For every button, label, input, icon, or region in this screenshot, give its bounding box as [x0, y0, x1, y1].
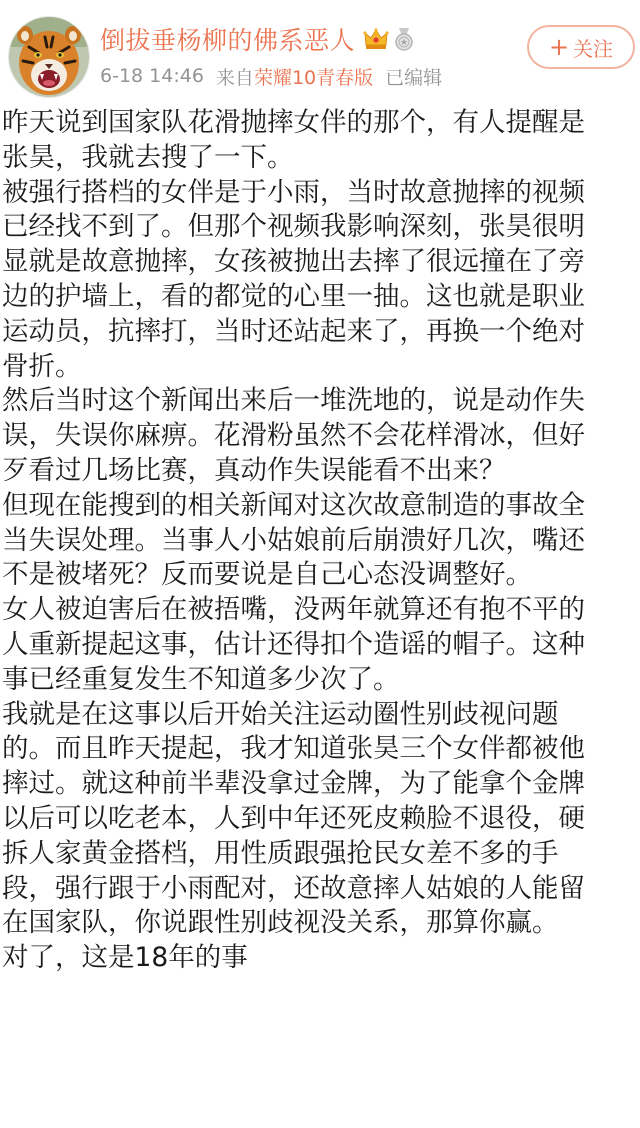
post-text-line: 边的护墙上，看的都觉的心里一抽。这也就是职业	[2, 280, 585, 312]
post-text-line: 已经找不到了。但那个视频我影响深刻，张昊很明	[2, 211, 585, 243]
post-text-line: 但现在能搜到的相关新闻对这次故意制造的事故全	[2, 489, 585, 521]
post-text-line: 昨天说到国家队花滑抛摔女伴的那个，有人提醒是	[2, 107, 585, 138]
post-text-line: 事已经重复发生不知道多少次了。	[2, 663, 400, 695]
post-text-line: 歹看过几场比赛，真动作失误能看不出来？	[2, 454, 506, 486]
post-text-line: 张昊，我就去搜了一下。	[2, 141, 294, 173]
post-text-line: 骨折。	[2, 350, 82, 382]
post-text-line: 的。而且昨天提起，我才知道张昊三个女伴都被他	[2, 733, 585, 765]
avatar[interactable]	[9, 17, 89, 97]
crown-badge-icon[interactable]	[363, 27, 389, 51]
post-text-line: 被强行搭档的女伴是于小雨，当时故意抛摔的视频	[2, 176, 585, 208]
device-link[interactable]: 荣耀10青春版	[253, 66, 374, 89]
post-text-line: 摔过。就这种前半辈没拿过金牌，为了能拿个金牌	[2, 768, 585, 800]
author-line	[100, 22, 415, 56]
post-text-line: 当失误处理。当事人小姑娘前后崩溃好几次，嘴还	[2, 524, 585, 556]
follow-label: 关注	[573, 36, 614, 61]
post-text-line: 以后可以吃老本，人到中年还死皮赖脸不退役，硬	[2, 802, 585, 834]
medal-badge-icon[interactable]	[393, 27, 415, 51]
post-time: 6-18 14:46	[100, 65, 204, 87]
post-text-line: 人重新提起这事，估计还得扣个造谣的帽子。这种	[2, 628, 585, 660]
edited-label: 已编辑	[385, 66, 443, 89]
tiger-avatar-icon	[9, 17, 89, 97]
post-text-line: 对了，这是18年的事	[2, 942, 248, 974]
post-text-line: 在国家队，你说跟性别歧视没关系，那算你赢。	[2, 907, 559, 939]
post-text-line: 显就是故意抛摔，女孩被抛出去摔了很远撞在了旁	[2, 246, 585, 278]
post-header	[0, 0, 640, 100]
post-text-line: 然后当时这个新闻出来后一堆洗地的，说是动作失	[2, 385, 585, 417]
post-text-line: 女人被迫害后在被捂嘴，没两年就算还有抱不平的	[2, 594, 585, 626]
post-text-line: 误，失误你麻痹。花滑粉虽然不会花样滑冰，但好	[2, 420, 585, 452]
source-prefix: 来自	[215, 66, 254, 89]
post-text-line: 不是被堵死？反而要说是自己心态没调整好。	[2, 559, 532, 591]
post-meta	[100, 62, 442, 90]
post-text-line: 段，强行跟于小雨配对，还故意摔人姑娘的人能留	[2, 872, 585, 904]
follow-button[interactable]	[527, 25, 635, 69]
post-text-line: 拆人家黄金搭档，用性质跟强抢民女差不多的手	[2, 837, 559, 869]
post-text-line: 运动员，抗摔打，当时还站起来了，再换一个绝对	[2, 315, 585, 347]
post-body	[0, 106, 640, 976]
author-name[interactable]: 倒拔垂杨柳的佛系恶人	[100, 26, 356, 55]
plus-icon: +	[548, 33, 570, 61]
post-text-line: 我就是在这事以后开始关注运动圈性别歧视问题	[2, 698, 559, 730]
